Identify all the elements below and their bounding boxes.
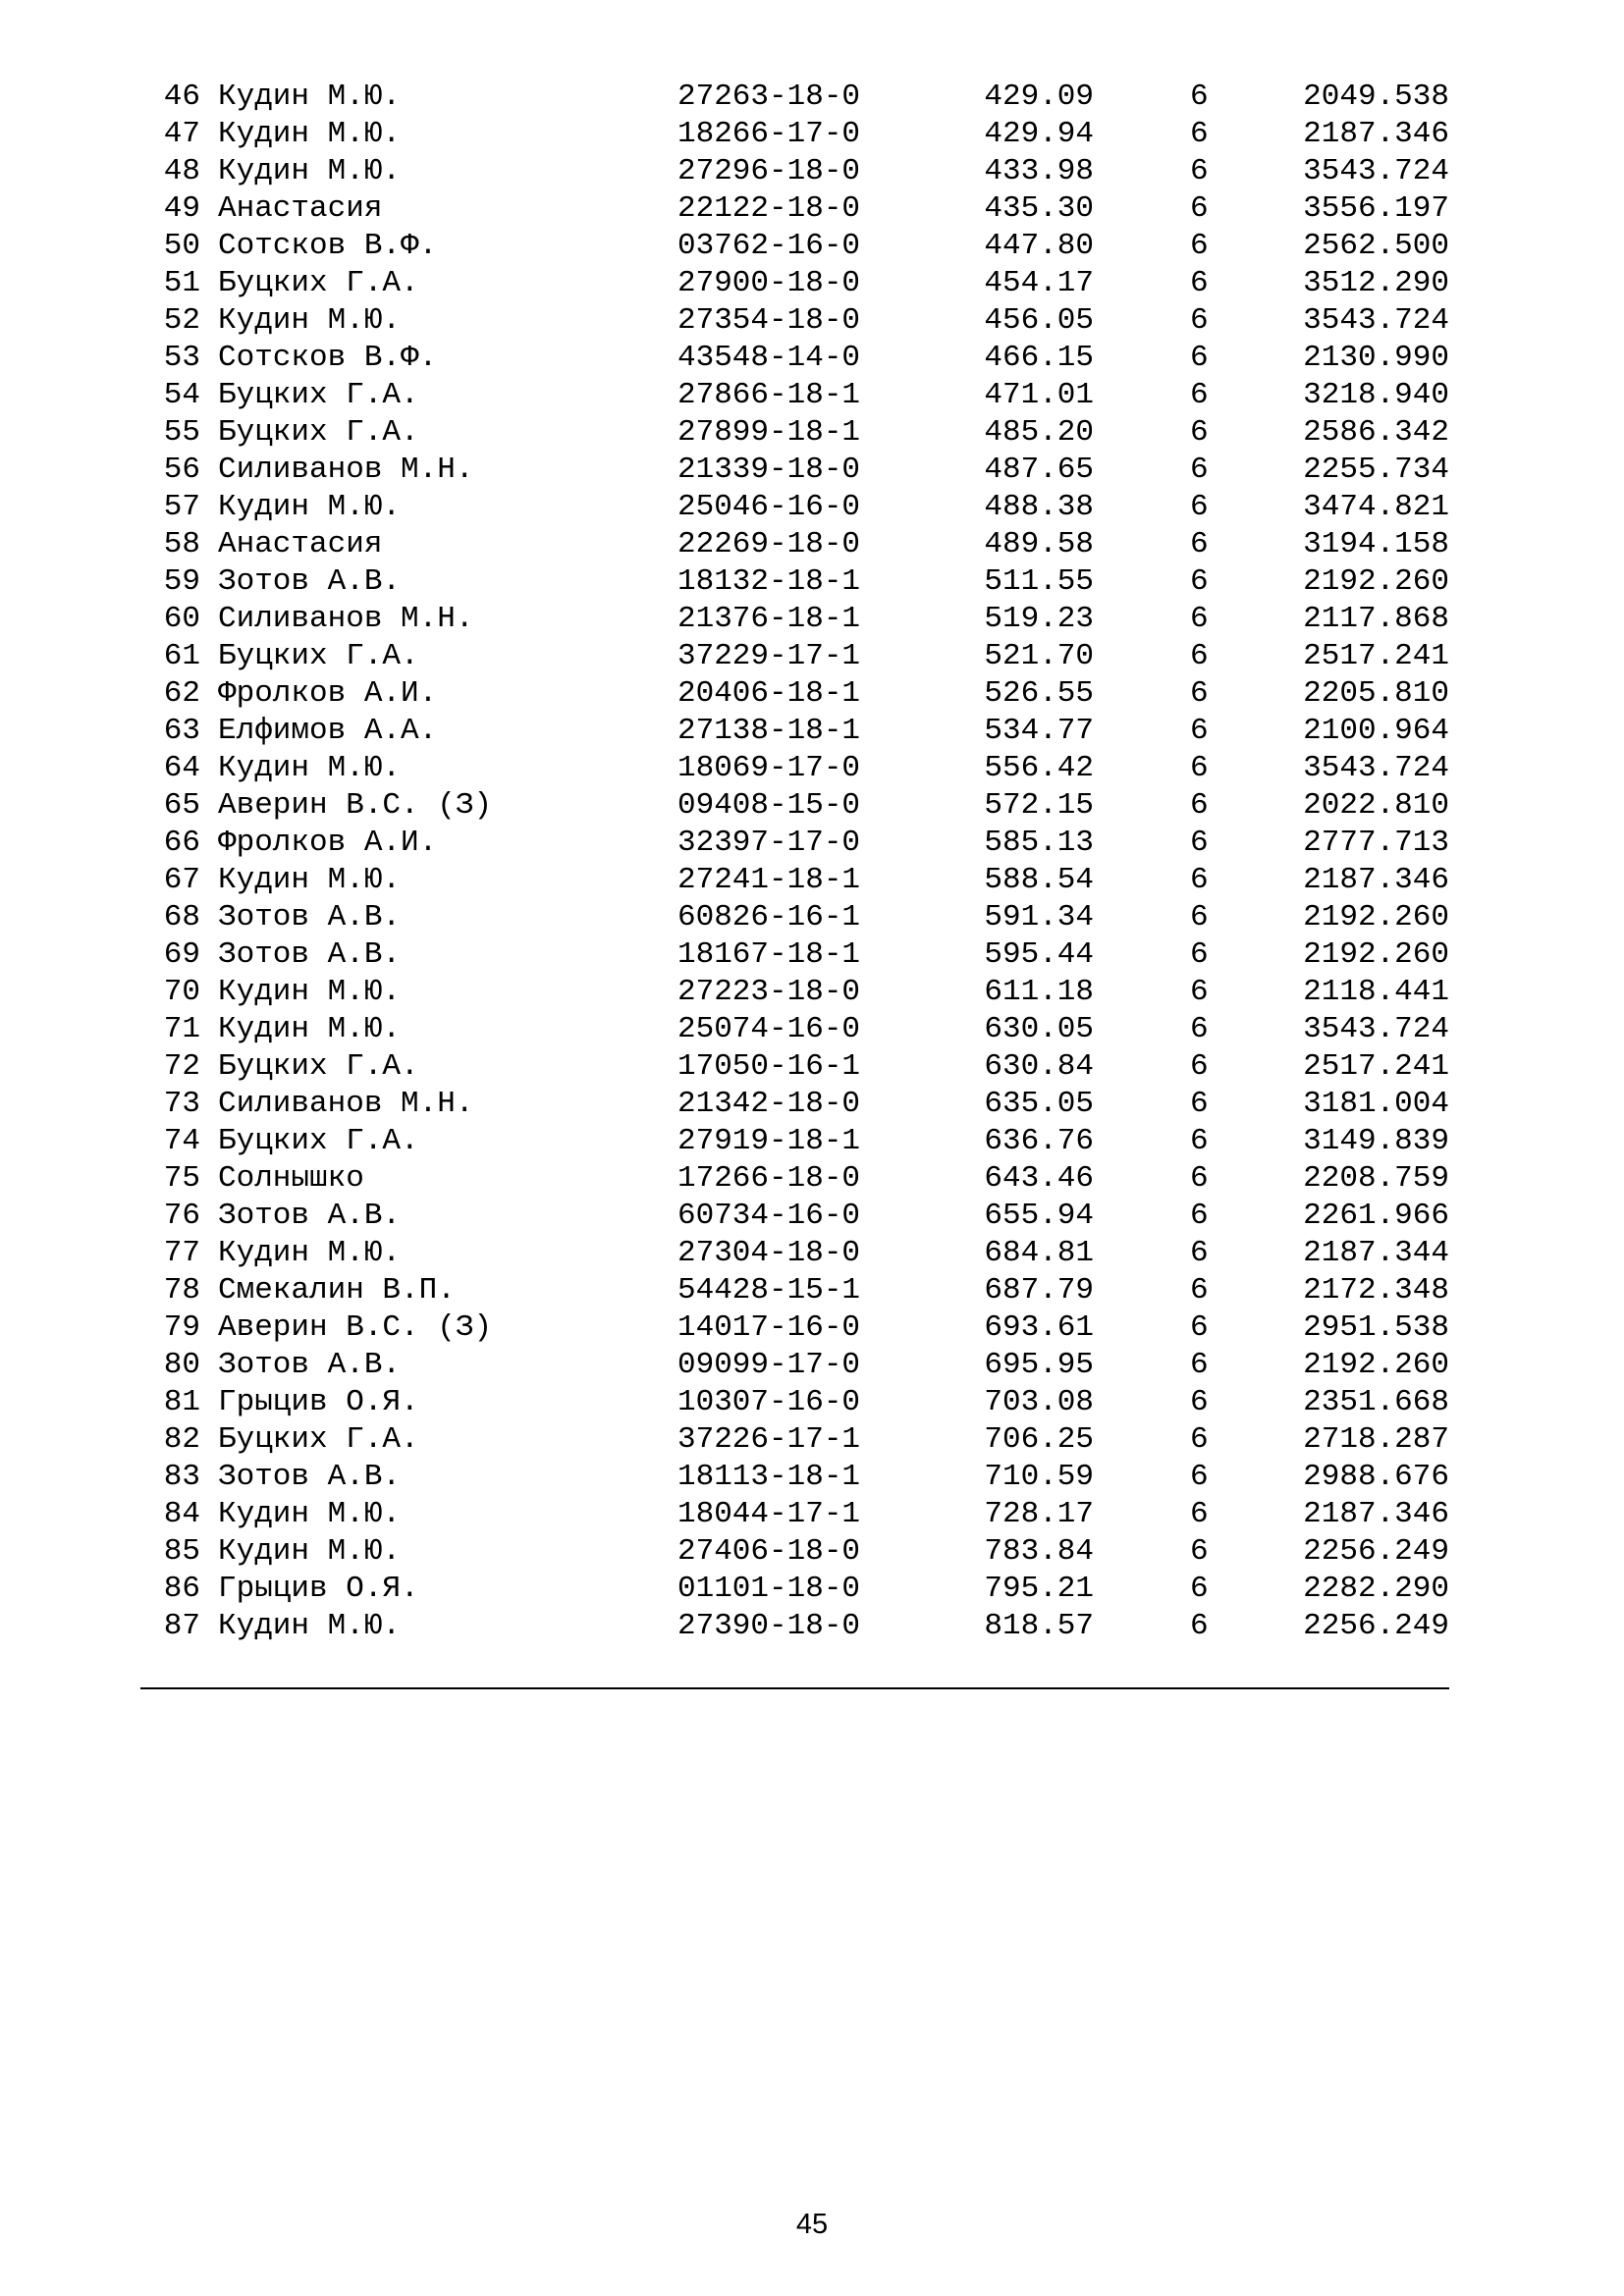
result-row <box>0 116 1624 153</box>
distance-value: 519.23 <box>984 602 1094 636</box>
result-row <box>0 153 1624 190</box>
place-number: 82 <box>163 1422 200 1457</box>
points-value: 6 <box>1190 1460 1209 1494</box>
ring-code: 18167-18-1 <box>677 937 861 972</box>
speed-value: 2192.260 <box>1303 564 1449 599</box>
place-number: 63 <box>163 714 200 748</box>
participant-name: Силиванов М.Н. <box>218 453 474 487</box>
participant-name: Аверин В.С. (З) <box>218 788 493 823</box>
distance-value: 435.30 <box>984 191 1094 226</box>
speed-value: 3218.940 <box>1303 378 1449 412</box>
speed-value: 2517.241 <box>1303 1049 1449 1084</box>
distance-value: 643.46 <box>984 1161 1094 1196</box>
result-row <box>0 1608 1624 1645</box>
result-row <box>0 1384 1624 1421</box>
ring-code: 27138-18-1 <box>677 714 861 748</box>
participant-name: Зотов А.В. <box>218 1199 402 1233</box>
participant-name: Кудин М.Ю. <box>218 80 402 114</box>
speed-value: 3181.004 <box>1303 1087 1449 1121</box>
distance-value: 433.98 <box>984 154 1094 188</box>
points-value: 6 <box>1190 975 1209 1009</box>
points-value: 6 <box>1190 564 1209 599</box>
results-table <box>0 79 1624 1645</box>
participant-name: Буцких Г.А. <box>218 1422 419 1457</box>
place-number: 71 <box>163 1012 200 1046</box>
distance-value: 526.55 <box>984 676 1094 711</box>
participant-name: Буцких Г.А. <box>218 1049 419 1084</box>
speed-value: 2256.249 <box>1303 1609 1449 1643</box>
participant-name: Солнышко <box>218 1161 364 1196</box>
distance-value: 630.05 <box>984 1012 1094 1046</box>
ring-code: 27263-18-0 <box>677 80 861 114</box>
result-row <box>0 1198 1624 1235</box>
speed-value: 3543.724 <box>1303 154 1449 188</box>
place-number: 66 <box>163 826 200 860</box>
participant-name: Кудин М.Ю. <box>218 863 402 897</box>
ring-code: 60734-16-0 <box>677 1199 861 1233</box>
points-value: 6 <box>1190 639 1209 673</box>
points-value: 6 <box>1190 1572 1209 1606</box>
speed-value: 2951.538 <box>1303 1310 1449 1345</box>
ring-code: 21339-18-0 <box>677 453 861 487</box>
ring-code: 18113-18-1 <box>677 1460 861 1494</box>
ring-code: 18132-18-1 <box>677 564 861 599</box>
place-number: 75 <box>163 1161 200 1196</box>
speed-value: 2130.990 <box>1303 341 1449 375</box>
speed-value: 2049.538 <box>1303 80 1449 114</box>
speed-value: 3543.724 <box>1303 751 1449 785</box>
result-row <box>0 377 1624 414</box>
ring-code: 27899-18-1 <box>677 415 861 450</box>
result-row <box>0 1347 1624 1384</box>
result-row <box>0 190 1624 228</box>
ring-code: 27866-18-1 <box>677 378 861 412</box>
points-value: 6 <box>1190 1497 1209 1531</box>
result-row <box>0 936 1624 974</box>
distance-value: 487.65 <box>984 453 1094 487</box>
speed-value: 2261.966 <box>1303 1199 1449 1233</box>
result-row <box>0 638 1624 675</box>
ring-code: 27390-18-0 <box>677 1609 861 1643</box>
place-number: 51 <box>163 266 200 300</box>
place-number: 65 <box>163 788 200 823</box>
place-number: 67 <box>163 863 200 897</box>
speed-value: 2586.342 <box>1303 415 1449 450</box>
place-number: 55 <box>163 415 200 450</box>
ring-code: 18069-17-0 <box>677 751 861 785</box>
place-number: 54 <box>163 378 200 412</box>
ring-code: 14017-16-0 <box>677 1310 861 1345</box>
distance-value: 687.79 <box>984 1273 1094 1308</box>
ring-code: 22122-18-0 <box>677 191 861 226</box>
result-row <box>0 899 1624 936</box>
speed-value: 2022.810 <box>1303 788 1449 823</box>
place-number: 87 <box>163 1609 200 1643</box>
participant-name: Фролков А.И. <box>218 676 438 711</box>
speed-value: 2517.241 <box>1303 639 1449 673</box>
distance-value: 636.76 <box>984 1124 1094 1158</box>
speed-value: 3543.724 <box>1303 1012 1449 1046</box>
participant-name: Зотов А.В. <box>218 937 402 972</box>
points-value: 6 <box>1190 900 1209 934</box>
distance-value: 695.95 <box>984 1348 1094 1382</box>
distance-value: 489.58 <box>984 527 1094 561</box>
distance-value: 572.15 <box>984 788 1094 823</box>
points-value: 6 <box>1190 602 1209 636</box>
place-number: 68 <box>163 900 200 934</box>
participant-name: Буцких Г.А. <box>218 378 419 412</box>
participant-name: Кудин М.Ю. <box>218 1534 402 1569</box>
result-row <box>0 675 1624 713</box>
place-number: 61 <box>163 639 200 673</box>
result-row <box>0 601 1624 638</box>
page-number: 45 <box>795 2209 829 2240</box>
points-value: 6 <box>1190 863 1209 897</box>
points-value: 6 <box>1190 751 1209 785</box>
ring-code: 18044-17-1 <box>677 1497 861 1531</box>
place-number: 83 <box>163 1460 200 1494</box>
result-row <box>0 1123 1624 1160</box>
place-number: 80 <box>163 1348 200 1382</box>
distance-value: 485.20 <box>984 415 1094 450</box>
place-number: 52 <box>163 303 200 338</box>
speed-value: 2192.260 <box>1303 1348 1449 1382</box>
participant-name: Аверин В.С. (З) <box>218 1310 493 1345</box>
speed-value: 2187.346 <box>1303 863 1449 897</box>
participant-name: Анастасия <box>218 191 383 226</box>
participant-name: Анастасия <box>218 527 383 561</box>
participant-name: Зотов А.В. <box>218 564 402 599</box>
points-value: 6 <box>1190 1049 1209 1084</box>
place-number: 64 <box>163 751 200 785</box>
ring-code: 10307-16-0 <box>677 1385 861 1419</box>
distance-value: 447.80 <box>984 229 1094 263</box>
participant-name: Силиванов М.Н. <box>218 1087 474 1121</box>
distance-value: 591.34 <box>984 900 1094 934</box>
result-row <box>0 1571 1624 1608</box>
place-number: 53 <box>163 341 200 375</box>
speed-value: 3149.839 <box>1303 1124 1449 1158</box>
speed-value: 2172.348 <box>1303 1273 1449 1308</box>
points-value: 6 <box>1190 229 1209 263</box>
speed-value: 3556.197 <box>1303 191 1449 226</box>
ring-code: 60826-16-1 <box>677 900 861 934</box>
place-number: 58 <box>163 527 200 561</box>
points-value: 6 <box>1190 1124 1209 1158</box>
speed-value: 3543.724 <box>1303 303 1449 338</box>
result-row <box>0 1496 1624 1533</box>
ring-code: 25074-16-0 <box>677 1012 861 1046</box>
participant-name: Грыцив О.Я. <box>218 1385 419 1419</box>
distance-value: 693.61 <box>984 1310 1094 1345</box>
participant-name: Кудин М.Ю. <box>218 1012 402 1046</box>
ring-code: 27919-18-1 <box>677 1124 861 1158</box>
distance-value: 556.42 <box>984 751 1094 785</box>
distance-value: 585.13 <box>984 826 1094 860</box>
distance-value: 588.54 <box>984 863 1094 897</box>
place-number: 48 <box>163 154 200 188</box>
points-value: 6 <box>1190 1348 1209 1382</box>
participant-name: Кудин М.Ю. <box>218 751 402 785</box>
ring-code: 21342-18-0 <box>677 1087 861 1121</box>
result-row <box>0 1459 1624 1496</box>
points-value: 6 <box>1190 1087 1209 1121</box>
place-number: 78 <box>163 1273 200 1308</box>
points-value: 6 <box>1190 117 1209 151</box>
points-value: 6 <box>1190 1609 1209 1643</box>
table-bottom-rule <box>140 1687 1449 1689</box>
distance-value: 429.94 <box>984 117 1094 151</box>
participant-name: Фролков А.И. <box>218 826 438 860</box>
result-row <box>0 1048 1624 1086</box>
speed-value: 2562.500 <box>1303 229 1449 263</box>
distance-value: 795.21 <box>984 1572 1094 1606</box>
points-value: 6 <box>1190 527 1209 561</box>
result-row <box>0 713 1624 750</box>
place-number: 85 <box>163 1534 200 1569</box>
result-row <box>0 79 1624 116</box>
place-number: 59 <box>163 564 200 599</box>
place-number: 56 <box>163 453 200 487</box>
points-value: 6 <box>1190 714 1209 748</box>
result-row <box>0 787 1624 825</box>
points-value: 6 <box>1190 1273 1209 1308</box>
result-row <box>0 1011 1624 1048</box>
points-value: 6 <box>1190 378 1209 412</box>
result-row <box>0 265 1624 302</box>
result-row <box>0 452 1624 489</box>
participant-name: Силиванов М.Н. <box>218 602 474 636</box>
ring-code: 09408-15-0 <box>677 788 861 823</box>
result-row <box>0 1272 1624 1309</box>
place-number: 86 <box>163 1572 200 1606</box>
place-number: 47 <box>163 117 200 151</box>
place-number: 74 <box>163 1124 200 1158</box>
result-row <box>0 1421 1624 1459</box>
distance-value: 456.05 <box>984 303 1094 338</box>
participant-name: Зотов А.В. <box>218 1460 402 1494</box>
points-value: 6 <box>1190 154 1209 188</box>
place-number: 49 <box>163 191 200 226</box>
participant-name: Сотсков В.Ф. <box>218 341 438 375</box>
speed-value: 2256.249 <box>1303 1534 1449 1569</box>
distance-value: 818.57 <box>984 1609 1094 1643</box>
distance-value: 466.15 <box>984 341 1094 375</box>
distance-value: 454.17 <box>984 266 1094 300</box>
speed-value: 2192.260 <box>1303 937 1449 972</box>
speed-value: 3194.158 <box>1303 527 1449 561</box>
participant-name: Зотов А.В. <box>218 900 402 934</box>
points-value: 6 <box>1190 341 1209 375</box>
participant-name: Зотов А.В. <box>218 1348 402 1382</box>
ring-code: 27406-18-0 <box>677 1534 861 1569</box>
participant-name: Елфимов А.А. <box>218 714 438 748</box>
speed-value: 2208.759 <box>1303 1161 1449 1196</box>
ring-code: 27354-18-0 <box>677 303 861 338</box>
speed-value: 3512.290 <box>1303 266 1449 300</box>
result-row <box>0 414 1624 452</box>
distance-value: 471.01 <box>984 378 1094 412</box>
place-number: 81 <box>163 1385 200 1419</box>
distance-value: 710.59 <box>984 1460 1094 1494</box>
place-number: 72 <box>163 1049 200 1084</box>
speed-value: 2187.346 <box>1303 1497 1449 1531</box>
ring-code: 43548-14-0 <box>677 341 861 375</box>
participant-name: Кудин М.Ю. <box>218 975 402 1009</box>
distance-value: 521.70 <box>984 639 1094 673</box>
participant-name: Кудин М.Ю. <box>218 117 402 151</box>
place-number: 79 <box>163 1310 200 1345</box>
points-value: 6 <box>1190 1236 1209 1270</box>
result-row <box>0 1533 1624 1571</box>
result-row <box>0 228 1624 265</box>
speed-value: 3474.821 <box>1303 490 1449 524</box>
speed-value: 2988.676 <box>1303 1460 1449 1494</box>
points-value: 6 <box>1190 303 1209 338</box>
distance-value: 635.05 <box>984 1087 1094 1121</box>
points-value: 6 <box>1190 1310 1209 1345</box>
place-number: 60 <box>163 602 200 636</box>
speed-value: 2351.668 <box>1303 1385 1449 1419</box>
place-number: 73 <box>163 1087 200 1121</box>
place-number: 46 <box>163 80 200 114</box>
distance-value: 783.84 <box>984 1534 1094 1569</box>
ring-code: 03762-16-0 <box>677 229 861 263</box>
place-number: 76 <box>163 1199 200 1233</box>
result-row <box>0 825 1624 862</box>
points-value: 6 <box>1190 1199 1209 1233</box>
ring-code: 32397-17-0 <box>677 826 861 860</box>
participant-name: Буцких Г.А. <box>218 266 419 300</box>
points-value: 6 <box>1190 1385 1209 1419</box>
points-value: 6 <box>1190 1012 1209 1046</box>
ring-code: 21376-18-1 <box>677 602 861 636</box>
result-row <box>0 526 1624 563</box>
speed-value: 2777.713 <box>1303 826 1449 860</box>
participant-name: Буцких Г.А. <box>218 1124 419 1158</box>
place-number: 69 <box>163 937 200 972</box>
distance-value: 706.25 <box>984 1422 1094 1457</box>
speed-value: 2117.868 <box>1303 602 1449 636</box>
ring-code: 25046-16-0 <box>677 490 861 524</box>
distance-value: 511.55 <box>984 564 1094 599</box>
place-number: 50 <box>163 229 200 263</box>
ring-code: 27304-18-0 <box>677 1236 861 1270</box>
distance-value: 630.84 <box>984 1049 1094 1084</box>
points-value: 6 <box>1190 937 1209 972</box>
ring-code: 22269-18-0 <box>677 527 861 561</box>
distance-value: 534.77 <box>984 714 1094 748</box>
speed-value: 2205.810 <box>1303 676 1449 711</box>
points-value: 6 <box>1190 80 1209 114</box>
points-value: 6 <box>1190 266 1209 300</box>
place-number: 84 <box>163 1497 200 1531</box>
ring-code: 37226-17-1 <box>677 1422 861 1457</box>
ring-code: 27241-18-1 <box>677 863 861 897</box>
result-row <box>0 563 1624 601</box>
result-row <box>0 1086 1624 1123</box>
points-value: 6 <box>1190 490 1209 524</box>
participant-name: Грыцив О.Я. <box>218 1572 419 1606</box>
distance-value: 611.18 <box>984 975 1094 1009</box>
participant-name: Буцких Г.А. <box>218 639 419 673</box>
distance-value: 595.44 <box>984 937 1094 972</box>
speed-value: 2187.346 <box>1303 117 1449 151</box>
ring-code: 01101-18-0 <box>677 1572 861 1606</box>
speed-value: 2100.964 <box>1303 714 1449 748</box>
ring-code: 20406-18-1 <box>677 676 861 711</box>
result-row <box>0 489 1624 526</box>
result-row <box>0 302 1624 340</box>
points-value: 6 <box>1190 676 1209 711</box>
points-value: 6 <box>1190 191 1209 226</box>
result-row <box>0 1160 1624 1198</box>
distance-value: 488.38 <box>984 490 1094 524</box>
place-number: 70 <box>163 975 200 1009</box>
speed-value: 2718.287 <box>1303 1422 1449 1457</box>
participant-name: Сотсков В.Ф. <box>218 229 438 263</box>
place-number: 62 <box>163 676 200 711</box>
points-value: 6 <box>1190 415 1209 450</box>
participant-name: Кудин М.Ю. <box>218 1609 402 1643</box>
speed-value: 2192.260 <box>1303 900 1449 934</box>
result-row <box>0 1235 1624 1272</box>
participant-name: Кудин М.Ю. <box>218 303 402 338</box>
participant-name: Кудин М.Ю. <box>218 154 402 188</box>
ring-code: 54428-15-1 <box>677 1273 861 1308</box>
result-row <box>0 862 1624 899</box>
ring-code: 17266-18-0 <box>677 1161 861 1196</box>
ring-code: 37229-17-1 <box>677 639 861 673</box>
participant-name: Смекалин В.П. <box>218 1273 456 1308</box>
points-value: 6 <box>1190 1534 1209 1569</box>
distance-value: 655.94 <box>984 1199 1094 1233</box>
participant-name: Кудин М.Ю. <box>218 1236 402 1270</box>
points-value: 6 <box>1190 453 1209 487</box>
ring-code: 27296-18-0 <box>677 154 861 188</box>
result-row <box>0 1309 1624 1347</box>
ring-code: 09099-17-0 <box>677 1348 861 1382</box>
place-number: 77 <box>163 1236 200 1270</box>
participant-name: Буцких Г.А. <box>218 415 419 450</box>
ring-code: 27900-18-0 <box>677 266 861 300</box>
speed-value: 2187.344 <box>1303 1236 1449 1270</box>
ring-code: 18266-17-0 <box>677 117 861 151</box>
points-value: 6 <box>1190 1161 1209 1196</box>
distance-value: 429.09 <box>984 80 1094 114</box>
ring-code: 27223-18-0 <box>677 975 861 1009</box>
place-number: 57 <box>163 490 200 524</box>
ring-code: 17050-16-1 <box>677 1049 861 1084</box>
result-row <box>0 340 1624 377</box>
distance-value: 703.08 <box>984 1385 1094 1419</box>
participant-name: Кудин М.Ю. <box>218 490 402 524</box>
points-value: 6 <box>1190 826 1209 860</box>
distance-value: 728.17 <box>984 1497 1094 1531</box>
distance-value: 684.81 <box>984 1236 1094 1270</box>
points-value: 6 <box>1190 1422 1209 1457</box>
speed-value: 2282.290 <box>1303 1572 1449 1606</box>
points-value: 6 <box>1190 788 1209 823</box>
participant-name: Кудин М.Ю. <box>218 1497 402 1531</box>
speed-value: 2255.734 <box>1303 453 1449 487</box>
speed-value: 2118.441 <box>1303 975 1449 1009</box>
result-row <box>0 974 1624 1011</box>
result-row <box>0 750 1624 787</box>
